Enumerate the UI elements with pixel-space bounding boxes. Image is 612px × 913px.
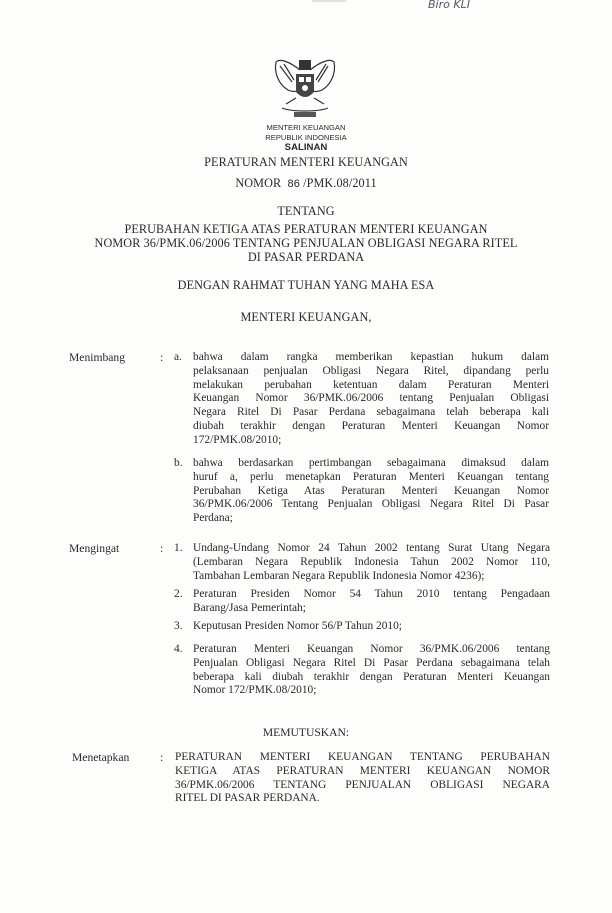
text-line: Keputusan Presiden Nomor 56/P Tahun 2010; [193, 620, 402, 632]
text-line: 36/PMK.06/2006 Tentang Penjualan Obligasi Negara Ritel Di Pasar [193, 498, 549, 511]
number-suffix: /PMK.08/2011 [303, 176, 377, 190]
menetapkan-label: Menetapkan [72, 751, 130, 764]
faint-stamp-mark [312, 0, 346, 2]
text-line: bahwa berdasarkan pertimbangan sebagaimana dimaksud dalam [193, 457, 549, 469]
text-line: pelaksanaan penjualan Obligasi Negara Ritel, dipandang perlu [193, 364, 549, 377]
item-marker: a. [174, 351, 182, 363]
office-line-2: REPUBLIK INDONESIA [265, 133, 347, 142]
mengingat-colon: : [160, 542, 164, 555]
office-line-1: MENTERI KEUANGAN [266, 123, 346, 132]
regulation-number [0, 176, 612, 191]
text-line: beberapa kali diubah terakhir dengan Peraturan Menteri Keuangan [193, 670, 550, 683]
menimbang-colon: : [160, 351, 164, 364]
text-line: (Lembaran Negara Republik Indonesia Tahun 2002 Nomor 110, [193, 555, 550, 568]
text-line: melakukan perubahan ketentuan dalam Peraturan Menteri [193, 378, 549, 391]
text-line: 36/PMK.06/2006 TENTANG PENJUALAN OBLIGASI NEGARA [175, 778, 550, 791]
mengingat-label: Mengingat [69, 542, 120, 555]
text-line: Nomor 172/PMK.08/2010; [193, 684, 317, 697]
subject-line: NOMOR 36/PMK.06/2006 TENTANG PENJUALAN OBLIGASI NEGARA RITEL [94, 236, 518, 250]
item-marker: 4. [174, 643, 183, 655]
text-line: huruf a, perlu menetapkan Peraturan Menteri Keuangan tentang [193, 470, 549, 483]
about-heading: TENTANG [277, 204, 335, 218]
item-marker: 3. [174, 620, 183, 632]
text-line: Keuangan Nomor 36/PMK.06/2006 tentang Penjualan Obligasi [193, 392, 549, 405]
menetapkan-colon: : [160, 751, 164, 764]
subject-line: DI PASAR PERDANA [247, 250, 365, 264]
regulation-title: PERATURAN MENTERI KEUANGAN [204, 155, 408, 169]
text-line: PERATURAN MENTERI KEUANGAN TENTANG PERUBAHAN [175, 751, 550, 763]
text-line: RITEL DI PASAR PERDANA. [175, 792, 320, 805]
decision-heading: MEMUTUSKAN: [262, 726, 350, 739]
text-line: Undang-Undang Nomor 24 Tahun 2002 tentang Surat Utang Negara [193, 542, 550, 554]
subject-block [0, 222, 612, 264]
text-line: diubah terakhir dengan Peraturan Menteri Keuangan Nomor [193, 419, 549, 432]
text-line: Penjualan Obligasi Negara Ritel Di Pasar Perdana sebagaimana telah [193, 656, 550, 669]
text-line: Perdana; [193, 512, 233, 525]
garuda-emblem-icon [272, 52, 338, 122]
item-marker: 2. [174, 588, 183, 600]
item-marker: 1. [174, 542, 183, 554]
text-line: Perubahan Ketiga Atas Peraturan Menteri Keuangan Nomor [193, 484, 549, 497]
handwritten-note: Biro KLI [428, 0, 470, 11]
text-line: Negara Ritel Di Pasar Perdana sebagaimana telah beberapa kali [193, 406, 549, 419]
text-line: KETIGA ATAS PERATURAN MENTERI KEUANGAN NOMOR [175, 764, 550, 777]
item-marker: b. [174, 457, 183, 469]
menetapkan-text [175, 751, 550, 806]
menimbang-label: Menimbang [69, 351, 126, 364]
text-line: Peraturan Menteri Keuangan Nomor 36/PMK.06/2006 tentang [193, 643, 550, 655]
subject-line: PERUBAHAN KETIGA ATAS PERATURAN MENTERI KEUANGAN [124, 222, 488, 236]
text-line: Peraturan Presiden Nomor 54 Tahun 2010 tentang Pengadaan [193, 588, 550, 600]
text-line: Tambahan Lembaran Negara Republik Indonesia Nomor 4236); [193, 569, 485, 582]
number-value: 86 [287, 178, 300, 190]
copy-mark: SALINAN [284, 142, 328, 153]
text-line: 172/PMK.08/2010; [193, 433, 282, 446]
number-prefix: NOMOR [235, 176, 282, 190]
invocation: DENGAN RAHMAT TUHAN YANG MAHA ESA [177, 278, 435, 292]
text-line: bahwa dalam rangka memberikan kepastian hukum dalam [193, 351, 549, 363]
authority: MENTERI KEUANGAN, [240, 310, 372, 324]
text-line: Barang/Jasa Pemerintah; [193, 601, 306, 614]
